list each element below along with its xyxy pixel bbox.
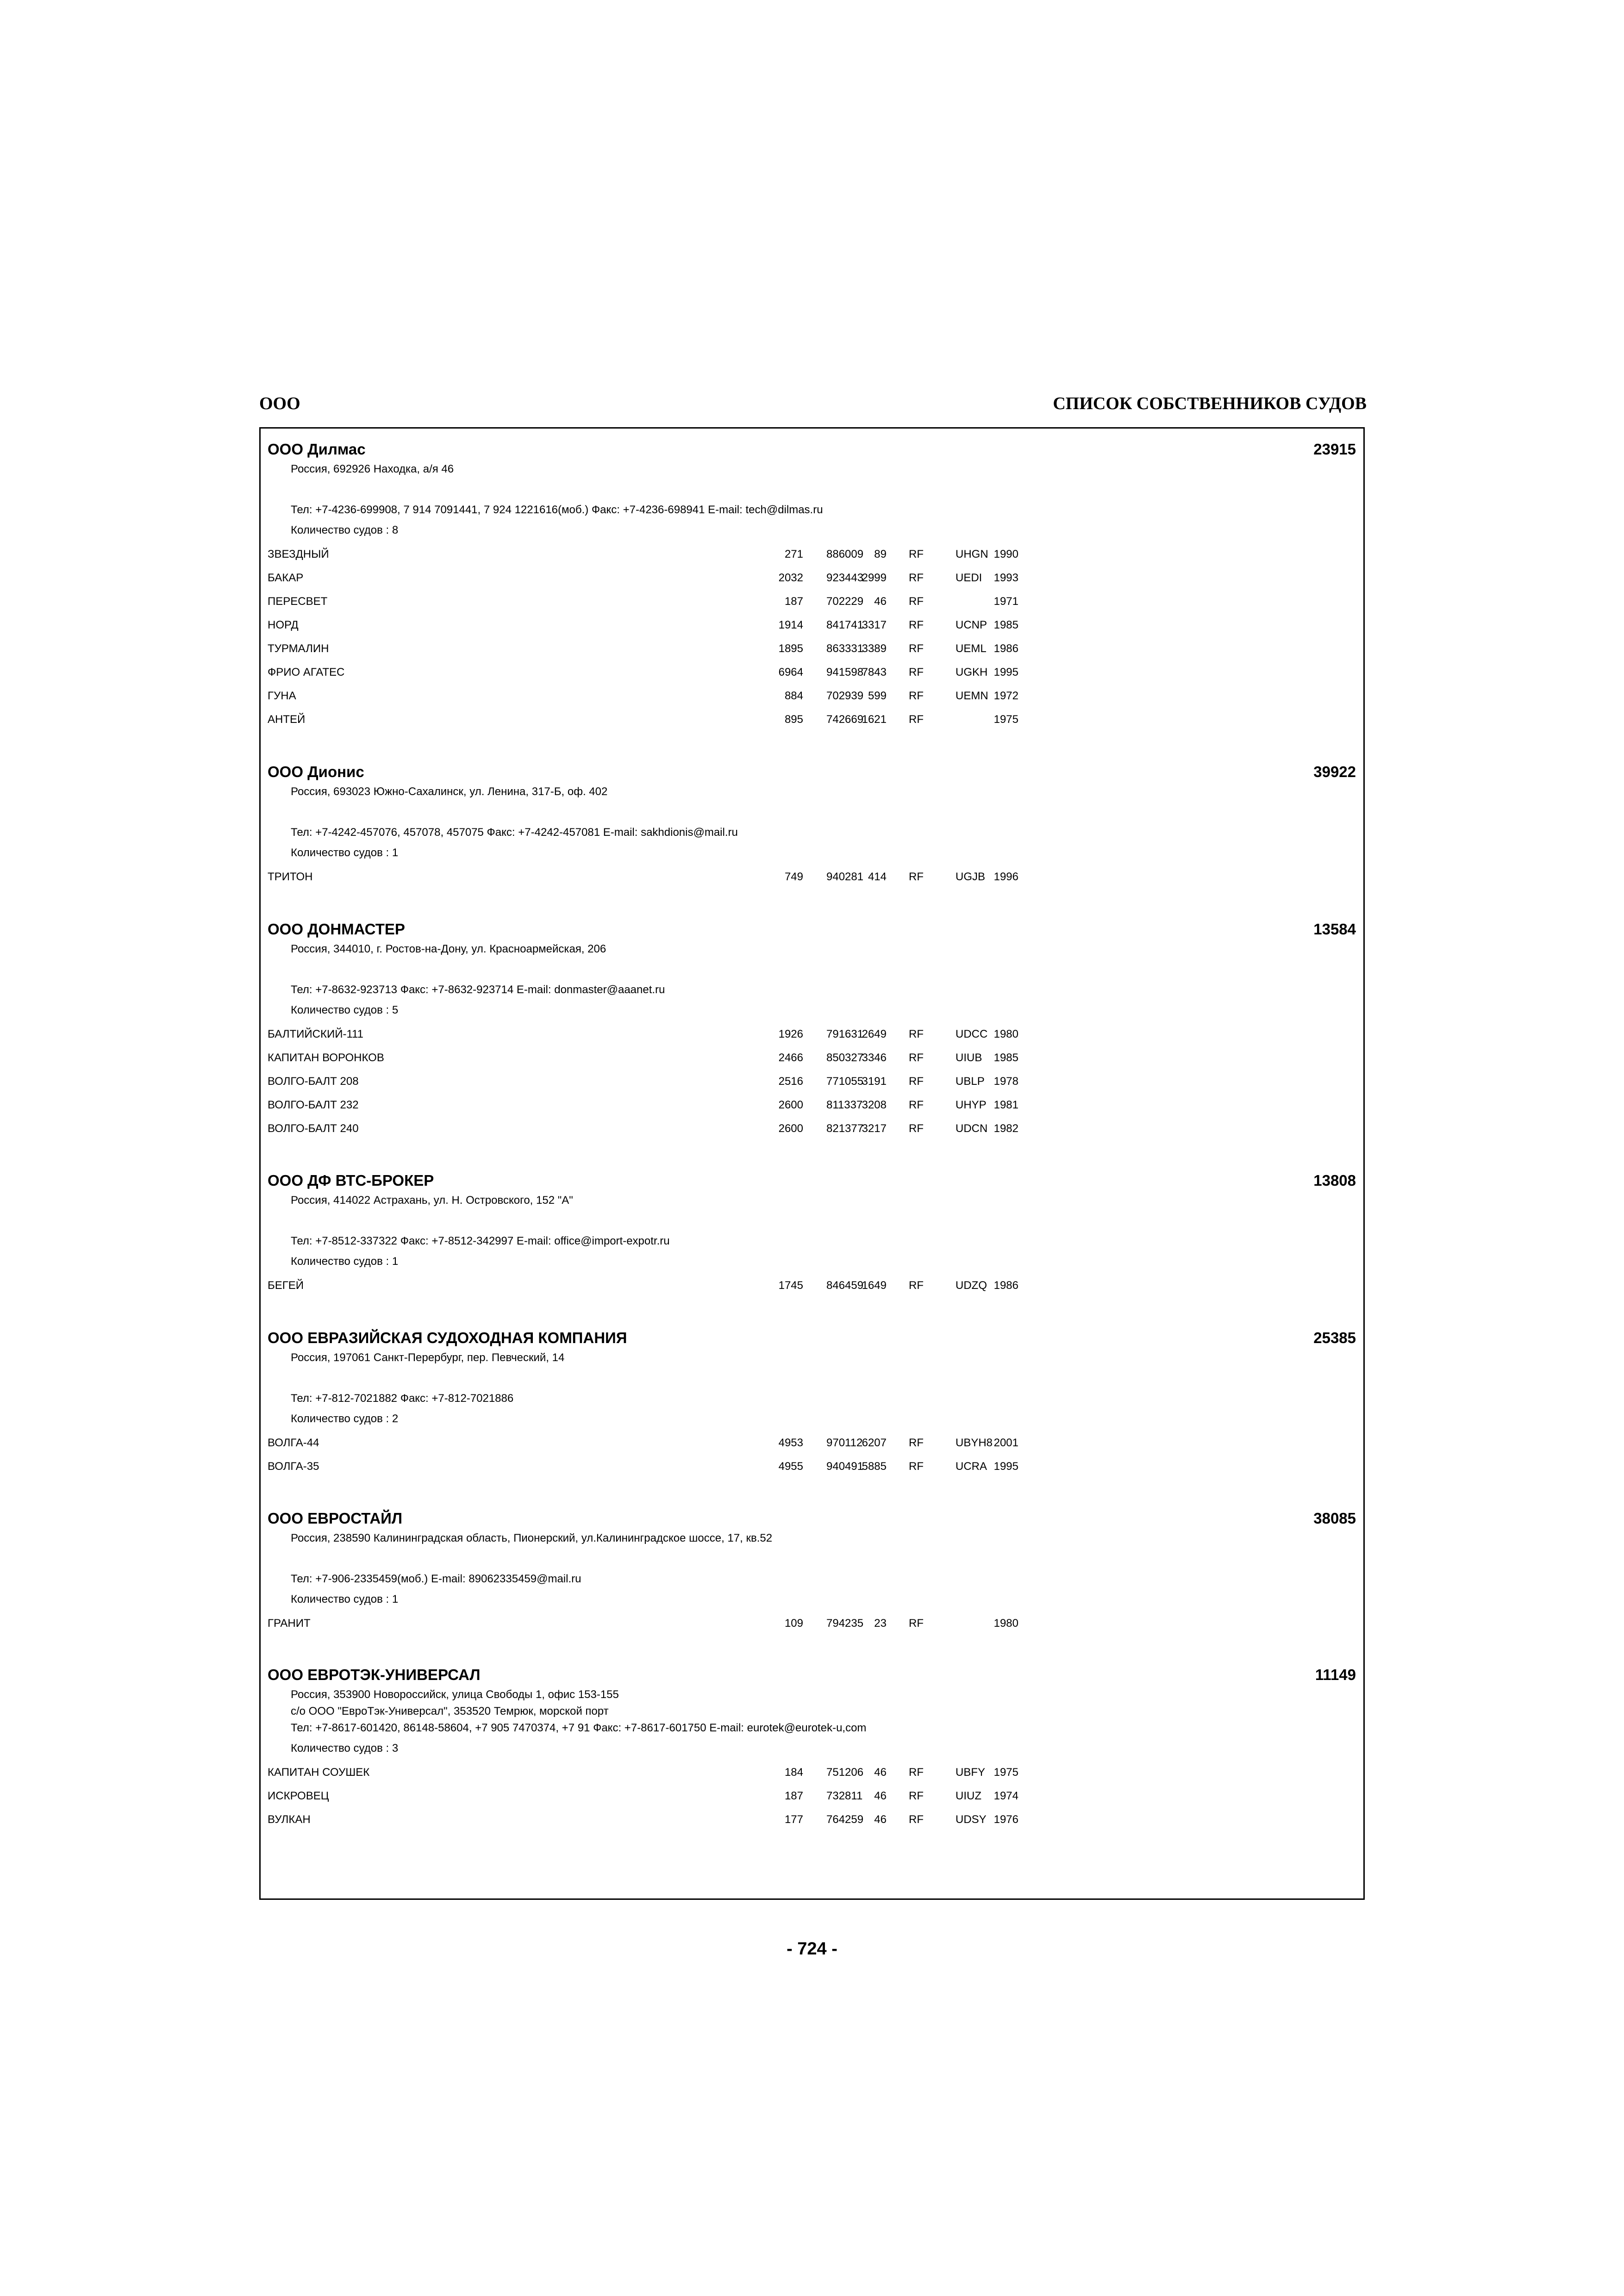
vessel-flag: RF — [909, 1279, 924, 1292]
vessel-callsign: UCRA — [956, 1460, 987, 1473]
vessel-name: ВОЛГО-БАЛТ 232 — [268, 1099, 359, 1111]
vessel-build-year: 1971 — [993, 595, 1018, 608]
vessel-gross-tonnage: 1926 — [778, 1028, 803, 1040]
vessel-deadweight: 1649 — [862, 1279, 887, 1292]
vessel-flag: RF — [909, 1052, 924, 1064]
vessel-build-year: 1985 — [993, 619, 1018, 631]
vessel-deadweight: 46 — [874, 1813, 887, 1826]
vessel-gross-tonnage: 749 — [784, 871, 803, 883]
vessel-build-year: 1996 — [993, 871, 1018, 883]
company-name: ООО ДФ ВТС-БРОКЕР — [268, 1172, 434, 1189]
company-id: 13584 — [1313, 921, 1356, 938]
vessel-name: КАПИТАН ВОРОНКОВ — [268, 1052, 384, 1064]
vessel-deadweight: 1621 — [862, 713, 887, 726]
vessel-imo: 742669 — [826, 713, 864, 726]
vessel-deadweight: 46 — [874, 595, 887, 608]
vessel-callsign: UHGN — [956, 548, 988, 560]
vessel-build-year: 1976 — [993, 1813, 1018, 1826]
vessel-row — [268, 660, 1363, 684]
vessel-name: ВУЛКАН — [268, 1813, 311, 1826]
company-block — [268, 1169, 1363, 1297]
vessel-imo: 940491 — [826, 1460, 864, 1473]
company-name: ООО ДОНМАСТЕР — [268, 921, 405, 938]
vessel-deadweight: 3217 — [862, 1122, 887, 1135]
vessel-imo: 940281 — [826, 871, 864, 883]
vessel-build-year: 1972 — [993, 690, 1018, 702]
vessel-build-year: 1974 — [993, 1790, 1018, 1802]
vessel-flag: RF — [909, 666, 924, 678]
company-address: Россия, 197061 Санкт-Перербург, пер. Певческий, 14 — [291, 1351, 565, 1364]
company-id: 11149 — [1315, 1666, 1356, 1683]
vessel-gross-tonnage: 187 — [784, 595, 803, 608]
vessel-gross-tonnage: 4955 — [778, 1460, 803, 1473]
vessel-gross-tonnage: 4953 — [778, 1437, 803, 1449]
vessel-deadweight: 599 — [868, 690, 887, 702]
vessel-count: Количество судов : 5 — [291, 1004, 399, 1016]
vessel-count: Количество судов : 2 — [291, 1412, 399, 1425]
vessel-build-year: 2001 — [993, 1437, 1018, 1449]
vessel-row — [268, 590, 1363, 613]
vessel-build-year: 1978 — [993, 1075, 1018, 1088]
vessel-deadweight: 5885 — [862, 1460, 887, 1473]
vessel-gross-tonnage: 1895 — [778, 642, 803, 655]
vessel-flag: RF — [909, 1460, 924, 1473]
company-contacts: Тел: +7-4236-699908, 7 914 7091441, 7 924 1221616(моб.) Факс: +7-4236-698941 E-mail: tech@dilmas.ru — [291, 504, 823, 516]
vessel-imo: 941598 — [826, 666, 864, 678]
vessel-build-year: 1995 — [993, 666, 1018, 678]
vessel-build-year: 1981 — [993, 1099, 1018, 1111]
vessel-build-year: 1990 — [993, 548, 1018, 560]
company-contacts: Тел: +7-4242-457076, 457078, 457075 Факс: +7-4242-457081 E-mail: sakhdionis@mail.ru — [291, 826, 738, 839]
vessel-flag: RF — [909, 548, 924, 560]
vessel-gross-tonnage: 109 — [784, 1617, 803, 1630]
vessel-imo: 970112 — [826, 1437, 863, 1449]
vessel-row — [268, 865, 1363, 889]
vessel-count: Количество судов : 3 — [291, 1742, 399, 1755]
vessel-deadweight: 6207 — [862, 1437, 887, 1449]
vessel-row — [268, 1117, 1363, 1140]
vessel-imo: 841741 — [826, 619, 864, 631]
vessel-name: КАПИТАН СОУШЕК — [268, 1766, 370, 1779]
vessel-gross-tonnage: 177 — [784, 1813, 803, 1826]
vessel-row — [268, 708, 1363, 731]
vessel-imo: 886009 — [826, 548, 864, 560]
vessel-flag: RF — [909, 572, 924, 584]
vessel-name: БЕГЕЙ — [268, 1279, 304, 1292]
vessel-name: ВОЛГО-БАЛТ 240 — [268, 1122, 359, 1135]
company-address: Россия, 344010, г. Ростов-на-Дону, ул. Красноармейская, 206 — [291, 943, 606, 955]
vessel-name: ВОЛГА-44 — [268, 1437, 319, 1449]
company-id: 23915 — [1313, 441, 1356, 458]
vessel-name: ПЕРЕСВЕТ — [268, 595, 328, 608]
vessel-gross-tonnage: 1745 — [778, 1279, 803, 1292]
vessel-count: Количество судов : 1 — [291, 1255, 399, 1268]
company-name: ООО ЕВРОСТАЙЛ — [268, 1510, 403, 1527]
vessel-callsign: UEML — [956, 642, 987, 655]
vessel-name: БАКАР — [268, 572, 304, 584]
page-number: - 724 - — [787, 1939, 837, 1959]
vessel-build-year: 1985 — [993, 1052, 1018, 1064]
vessel-flag: RF — [909, 1437, 924, 1449]
company-id: 13808 — [1313, 1172, 1356, 1189]
vessel-gross-tonnage: 2600 — [778, 1099, 803, 1111]
vessel-gross-tonnage: 6964 — [778, 666, 803, 678]
company-address-secondary: c/o ООО "ЕвроТэк-Универсал", 353520 Темрюк, морской порт — [291, 1705, 609, 1717]
company-block — [268, 760, 1363, 889]
company-block — [268, 1507, 1363, 1635]
vessel-imo: 702229 — [826, 595, 864, 608]
vessel-callsign: UIUZ — [956, 1790, 981, 1802]
vessel-build-year: 1980 — [993, 1028, 1018, 1040]
vessel-row — [268, 1612, 1363, 1635]
company-block — [268, 438, 1363, 731]
vessel-callsign: UDCC — [956, 1028, 988, 1040]
company-address: Россия, 353900 Новороссийск, улица Свободы 1, офис 153-155 — [291, 1688, 619, 1701]
vessel-deadweight: 414 — [868, 871, 887, 883]
company-id: 39922 — [1313, 763, 1356, 780]
vessel-flag: RF — [909, 1075, 924, 1088]
vessel-flag: RF — [909, 595, 924, 608]
company-block — [268, 918, 1363, 1140]
company-contacts: Тел: +7-8512-337322 Факс: +7-8512-342997 E-mail: office@import-expotr.ru — [291, 1235, 670, 1247]
vessel-count: Количество судов : 1 — [291, 1593, 399, 1605]
vessel-callsign: UDCN — [956, 1122, 988, 1135]
vessel-row — [268, 1274, 1363, 1297]
vessel-build-year: 1975 — [993, 713, 1018, 726]
vessel-build-year: 1993 — [993, 572, 1018, 584]
vessel-deadweight: 89 — [874, 548, 887, 560]
vessel-callsign: UBYH8 — [956, 1437, 993, 1449]
vessel-row — [268, 613, 1363, 637]
listing-frame — [259, 427, 1365, 1900]
vessel-imo: 702939 — [826, 690, 864, 702]
vessel-flag: RF — [909, 1617, 924, 1630]
vessel-row — [268, 1070, 1363, 1093]
vessel-name: ИСКРОВЕЦ — [268, 1790, 329, 1802]
vessel-gross-tonnage: 2466 — [778, 1052, 803, 1064]
vessel-callsign: UDZQ — [956, 1279, 987, 1292]
vessel-build-year: 1982 — [993, 1122, 1018, 1135]
vessel-imo: 850327 — [826, 1052, 864, 1064]
vessel-deadweight: 2999 — [862, 572, 887, 584]
vessel-name: ТУРМАЛИН — [268, 642, 329, 655]
vessel-row — [268, 1431, 1363, 1455]
vessel-row — [268, 1761, 1363, 1784]
vessel-deadweight: 3317 — [862, 619, 887, 631]
company-name: ООО Дилмас — [268, 441, 366, 458]
vessel-flag: RF — [909, 713, 924, 726]
company-contacts: Тел: +7-812-7021882 Факс: +7-812-7021886 — [291, 1392, 514, 1405]
vessel-name: ФРИО АГАТЕС — [268, 666, 345, 678]
vessel-deadweight: 7843 — [862, 666, 887, 678]
company-address: Россия, 692926 Находка, а/я 46 — [291, 463, 454, 475]
vessel-flag: RF — [909, 1028, 924, 1040]
company-contacts: Тел: +7-8617-601420, 86148-58604, +7 905 7470374, +7 91 Факс: +7-8617-601750 E-mail: eurotek@eurotek-u,com — [291, 1722, 867, 1734]
company-id: 38085 — [1313, 1510, 1356, 1527]
running-header-right: СПИСОК СОБСТВЕННИКОВ СУДОВ — [1053, 394, 1367, 413]
company-address: Россия, 693023 Южно-Сахалинск, ул. Ленина, 317-Б, оф. 402 — [291, 785, 608, 798]
vessel-imo: 923443 — [826, 572, 864, 584]
vessel-build-year: 1995 — [993, 1460, 1018, 1473]
company-id: 25385 — [1313, 1329, 1356, 1346]
vessel-build-year: 1986 — [993, 1279, 1018, 1292]
company-block — [268, 1326, 1363, 1478]
vessel-deadweight: 46 — [874, 1790, 887, 1802]
vessel-imo: 846459 — [826, 1279, 864, 1292]
vessel-imo: 791631 — [826, 1028, 864, 1040]
vessel-deadweight: 3389 — [862, 642, 887, 655]
company-address: Россия, 414022 Астрахань, ул. Н. Островского, 152 "А" — [291, 1194, 573, 1207]
vessel-flag: RF — [909, 1813, 924, 1826]
vessel-callsign: UEDI — [956, 572, 982, 584]
vessel-imo: 771055 — [826, 1075, 864, 1088]
vessel-callsign: UEMN — [956, 690, 988, 702]
vessel-gross-tonnage: 884 — [784, 690, 803, 702]
company-contacts: Тел: +7-906-2335459(моб.) E-mail: 89062335459@mail.ru — [291, 1573, 581, 1585]
vessel-flag: RF — [909, 690, 924, 702]
vessel-callsign: UIUB — [956, 1052, 982, 1064]
vessel-name: ВОЛГА-35 — [268, 1460, 319, 1473]
vessel-name: ГУНА — [268, 690, 296, 702]
vessel-row — [268, 1022, 1363, 1046]
vessel-build-year: 1975 — [993, 1766, 1018, 1779]
vessel-name: БАЛТИЙСКИЙ-111 — [268, 1028, 363, 1040]
vessel-flag: RF — [909, 1122, 924, 1135]
company-contacts: Тел: +7-8632-923713 Факс: +7-8632-923714 E-mail: donmaster@aaanet.ru — [291, 983, 665, 996]
vessel-gross-tonnage: 271 — [784, 548, 803, 560]
vessel-deadweight: 3208 — [862, 1099, 887, 1111]
vessel-build-year: 1980 — [993, 1617, 1018, 1630]
vessel-callsign: UCNP — [956, 619, 987, 631]
vessel-gross-tonnage: 1914 — [778, 619, 803, 631]
vessel-imo: 732811 — [826, 1790, 863, 1802]
vessel-deadweight: 3346 — [862, 1052, 887, 1064]
vessel-flag: RF — [909, 871, 924, 883]
vessel-flag: RF — [909, 619, 924, 631]
vessel-deadweight: 3191 — [862, 1075, 887, 1088]
vessel-flag: RF — [909, 1790, 924, 1802]
vessel-row — [268, 684, 1363, 708]
vessel-flag: RF — [909, 1099, 924, 1111]
vessel-imo: 821377 — [826, 1122, 864, 1135]
company-name: ООО ЕВРАЗИЙСКАЯ СУДОХОДНАЯ КОМПАНИЯ — [268, 1329, 627, 1346]
vessel-build-year: 1986 — [993, 642, 1018, 655]
vessel-gross-tonnage: 2516 — [778, 1075, 803, 1088]
vessel-callsign: UBFY — [956, 1766, 986, 1779]
vessel-name: ЗВЕЗДНЫЙ — [268, 548, 329, 560]
vessel-flag: RF — [909, 642, 924, 655]
vessel-name: ВОЛГО-БАЛТ 208 — [268, 1075, 359, 1088]
vessel-callsign: UHYP — [956, 1099, 987, 1111]
vessel-row — [268, 542, 1363, 566]
vessel-deadweight: 46 — [874, 1766, 887, 1779]
vessel-row — [268, 1808, 1363, 1831]
vessel-imo: 863331 — [826, 642, 864, 655]
company-block — [268, 1663, 1363, 1831]
vessel-row — [268, 566, 1363, 590]
company-name: ООО Дионис — [268, 763, 364, 780]
vessel-gross-tonnage: 187 — [784, 1790, 803, 1802]
vessel-gross-tonnage: 895 — [784, 713, 803, 726]
vessel-row — [268, 1784, 1363, 1808]
vessel-callsign: UGKH — [956, 666, 988, 678]
vessel-row — [268, 1093, 1363, 1117]
vessel-flag: RF — [909, 1766, 924, 1779]
vessel-callsign: UBLP — [956, 1075, 985, 1088]
vessel-gross-tonnage: 2600 — [778, 1122, 803, 1135]
vessel-callsign: UGJB — [956, 871, 986, 883]
vessel-gross-tonnage: 184 — [784, 1766, 803, 1779]
vessel-row — [268, 1455, 1363, 1478]
vessel-callsign: UDSY — [956, 1813, 987, 1826]
vessel-name: ГРАНИТ — [268, 1617, 311, 1630]
vessel-deadweight: 23 — [874, 1617, 887, 1630]
vessel-name: НОРД — [268, 619, 299, 631]
company-name: ООО ЕВРОТЭК-УНИВЕРСАЛ — [268, 1666, 481, 1683]
vessel-row — [268, 1046, 1363, 1070]
vessel-imo: 794235 — [826, 1617, 864, 1630]
vessel-imo: 811337 — [826, 1099, 863, 1111]
vessel-imo: 751206 — [826, 1766, 864, 1779]
vessel-row — [268, 637, 1363, 660]
running-header-left: ООО — [259, 394, 300, 413]
vessel-deadweight: 2649 — [862, 1028, 887, 1040]
vessel-gross-tonnage: 2032 — [778, 572, 803, 584]
vessel-name: ТРИТОН — [268, 871, 313, 883]
vessel-count: Количество судов : 8 — [291, 524, 399, 536]
company-address: Россия, 238590 Калининградская область, Пионерский, ул.Калининградское шоссе, 17, кв.52 — [291, 1532, 773, 1544]
vessel-name: АНТЕЙ — [268, 713, 306, 726]
vessel-count: Количество судов : 1 — [291, 846, 399, 859]
vessel-imo: 764259 — [826, 1813, 864, 1826]
